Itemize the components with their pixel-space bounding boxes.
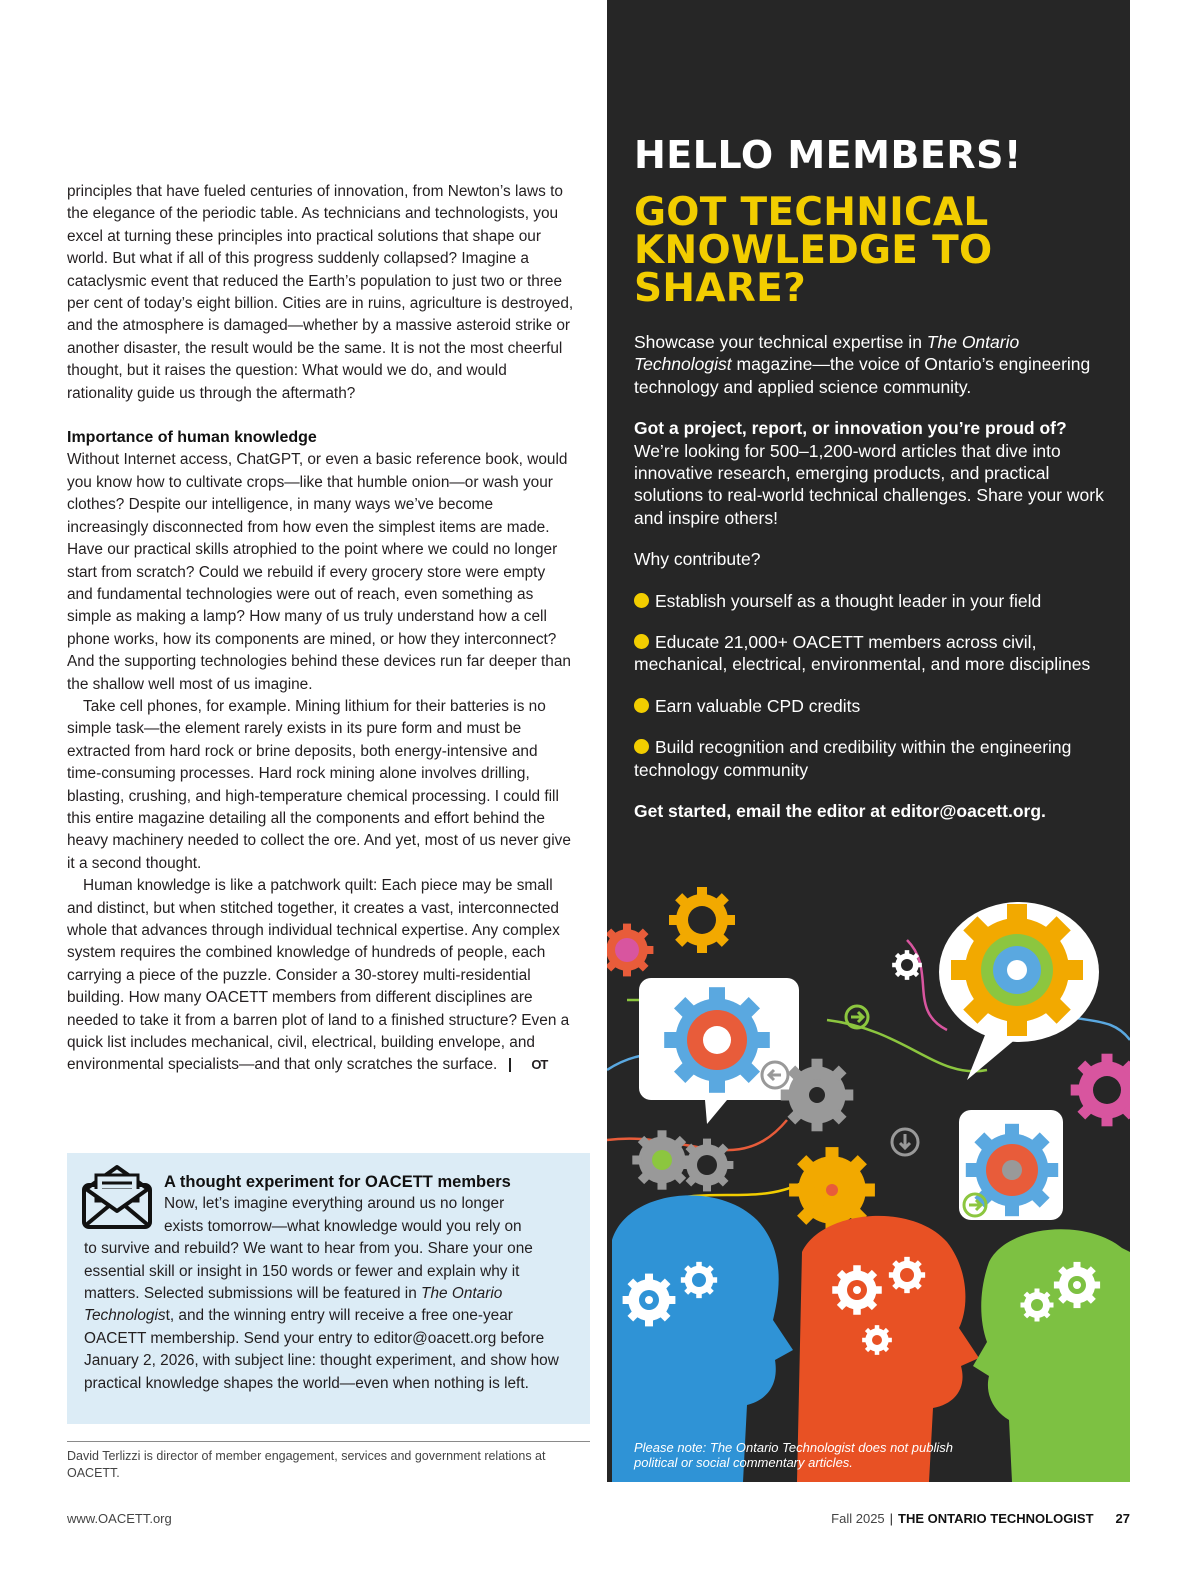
envelope-icon: [80, 1163, 162, 1231]
callout-magazine-name: The Ontario Technologis: [84, 1285, 503, 1325]
panel-intro-a: Showcase your technical expertise in: [634, 332, 927, 352]
bullet-text: Establish yourself as a thought leader in your field: [655, 590, 1042, 611]
bullet-item: [634, 695, 1114, 717]
bullet-item: [634, 631, 1114, 676]
thought-experiment-callout: [67, 1153, 590, 1424]
why-contribute: Why contribute?: [634, 549, 761, 570]
panel-got-heading: [634, 190, 1114, 311]
callout-rest-a: to survive and rebuild? We want to hear from you. Share your one essential skill or insight in 150 words or fewer and explain why it matters. Selected submissions will be featured in: [84, 1240, 533, 1303]
footer-website: www.OACETT.org: [67, 1511, 172, 1526]
article-column: [67, 181, 575, 1077]
panel-content: [634, 133, 1114, 823]
yellow-dot-icon: [634, 634, 649, 649]
footer-separator: |: [889, 1511, 894, 1526]
bullet-item: [634, 590, 1114, 612]
got-line-1: GOT TECHNICAL: [634, 190, 989, 235]
callout-line-1: Now, let’s imagine everything around us no longer: [164, 1195, 505, 1213]
article-paragraph-3: [67, 875, 575, 1077]
heads-and-gears-illustration: [607, 880, 1130, 1482]
footer-season: Fall 2025: [831, 1511, 885, 1526]
article-paragraph-3-text: Human knowledge is like a patchwork quilt: Each piece may be small and distinct, but when stitched together, it creates a vast, interconnected whole that advances through individual technical expertise. Any complex system requires the combined knowledge of hundreds of people, each carrying a piece of the puzzle. Consider a 30-storey multi-residential building. How many OACETT members from different disciplines are needed to take it from a barren plot of land to a finished structure? Even a quick list includes mechanical, civil, electrical, building envelope, and environmental specialists—and that only scratches the surface.: [67, 877, 570, 1074]
bio-divider: [67, 1441, 590, 1442]
panel-hello-heading: HELLO MEMBERS!: [634, 133, 1022, 177]
note-text-a: Please note: The: [634, 1440, 736, 1455]
article-paragraph-1: Without Internet access, ChatGPT, or even a basic reference book, would you know how to cultivate crops—like that humble onion—or wash your clothes? Despite our intelligence, in many ways we’ve become increasingly disconnected from how even the simplest items are made. Have our practical skills atrophied to the point where we could no longer start from scratch? Could we rebuild if every grocery store were empty and fundamental technologies were out of reach, even something as simple as making a lamp? How many of us truly understand how a cell phone works, how its components are mined, or how they interconnect? And the supporting technologies behind these devices run far deeper than the shallow well most of us imagine.: [67, 451, 571, 693]
yellow-dot-icon: [634, 739, 649, 754]
got-line-2: KNOWLEDGE TO: [634, 228, 993, 273]
panel-cta: Get started, email the editor at editor@oacett.org.: [634, 801, 1046, 822]
page-number: 27: [1115, 1511, 1130, 1526]
callout-rest: [84, 1238, 568, 1395]
callout-rest-b: t, and the winning entry will receive a free one-year OACETT membership. Send your entry to editor@oacett.org before January 2, 2026, with subject line: thought experiment, and show how practical knowledge shapes the world—even when nothing is left.: [84, 1307, 559, 1392]
author-bio: David Terlizzi is director of member engagement, services and government relations at OACETT.: [67, 1449, 546, 1480]
article-paragraph-2: Take cell phones, for example. Mining lithium for their batteries is no simple task—the element rarely exists in its pure form and must be extracted from hard rock or brine deposits, both energy-intensive and time-consuming processes. Hard rock mining alone involves drilling, blasting, crushing, and high-temperature chemical processing. I could fill this entire magazine detailing all the components and effort behind the heavy machinery needed to collect the ore. And yet, most of us never give it a second thought.: [67, 697, 571, 872]
bullet-text: Build recognition and credibility within the engineering technology community: [634, 737, 1072, 780]
panel-intro: [634, 331, 1114, 398]
yellow-dot-icon: [634, 698, 649, 713]
pitch-question: Got a project, report, or innovation you’re proud of?: [634, 418, 1067, 439]
panel-intro-b: magazine—the voice of Ontario’s engineering technology and applied science community.: [634, 354, 1091, 397]
article-intro-paragraph: principles that have fueled centuries of innovation, from Newton’s laws to the elegance of the periodic table. As technicians and technologists, you excel at turning these principles into practical solutions that shape our world. But what if all of this progress suddenly collapsed? Imagine a cataclysmic event that reduced the Earth’s population to just two or three per cent of today’s eight billion. Cities are in ruins, agriculture is destroyed, and the atmosphere is damaged—whether by a massive asteroid strike or another disaster, the result would be the same. It is not the most cheerful thought, but it raises the question: What would we do, and would rationality guide us through the aftermath?: [67, 183, 574, 402]
article-body: [67, 181, 575, 1077]
panel-note: [634, 1440, 994, 1470]
callout-title: A thought experiment for OACETT members: [164, 1173, 511, 1191]
bullet-item: [634, 736, 1114, 781]
end-mark-logo: OT: [509, 1058, 547, 1072]
panel-pitch: [634, 417, 1114, 529]
section-heading: Importance of human knowledge: [67, 429, 317, 447]
note-text-b: Ontario Technologist does not publish political or social commentary articles.: [634, 1440, 953, 1470]
yellow-dot-icon: [634, 593, 649, 608]
callout-line-2: exists tomorrow—what knowledge would you rely on: [164, 1217, 522, 1235]
bullet-text: Earn valuable CPD credits: [655, 695, 861, 716]
call-for-articles-panel: [607, 0, 1130, 1482]
got-line-3: SHARE?: [634, 266, 807, 311]
panel-intro-magazine: The Ontario Technologist: [634, 332, 1020, 375]
footer-folio: [831, 1511, 1130, 1526]
pitch-text: We’re looking for 500–1,200-word articles that dive into innovative research, emerging products, and practical solutions to real-world technical challenges. Share your work and inspire others!: [634, 440, 1104, 528]
footer-magazine: THE ONTARIO TECHNOLOGIST: [898, 1511, 1094, 1526]
bullet-text: Educate 21,000+ OACETT members across civil, mechanical, electrical, environmental, and more disciplines: [634, 632, 1091, 675]
